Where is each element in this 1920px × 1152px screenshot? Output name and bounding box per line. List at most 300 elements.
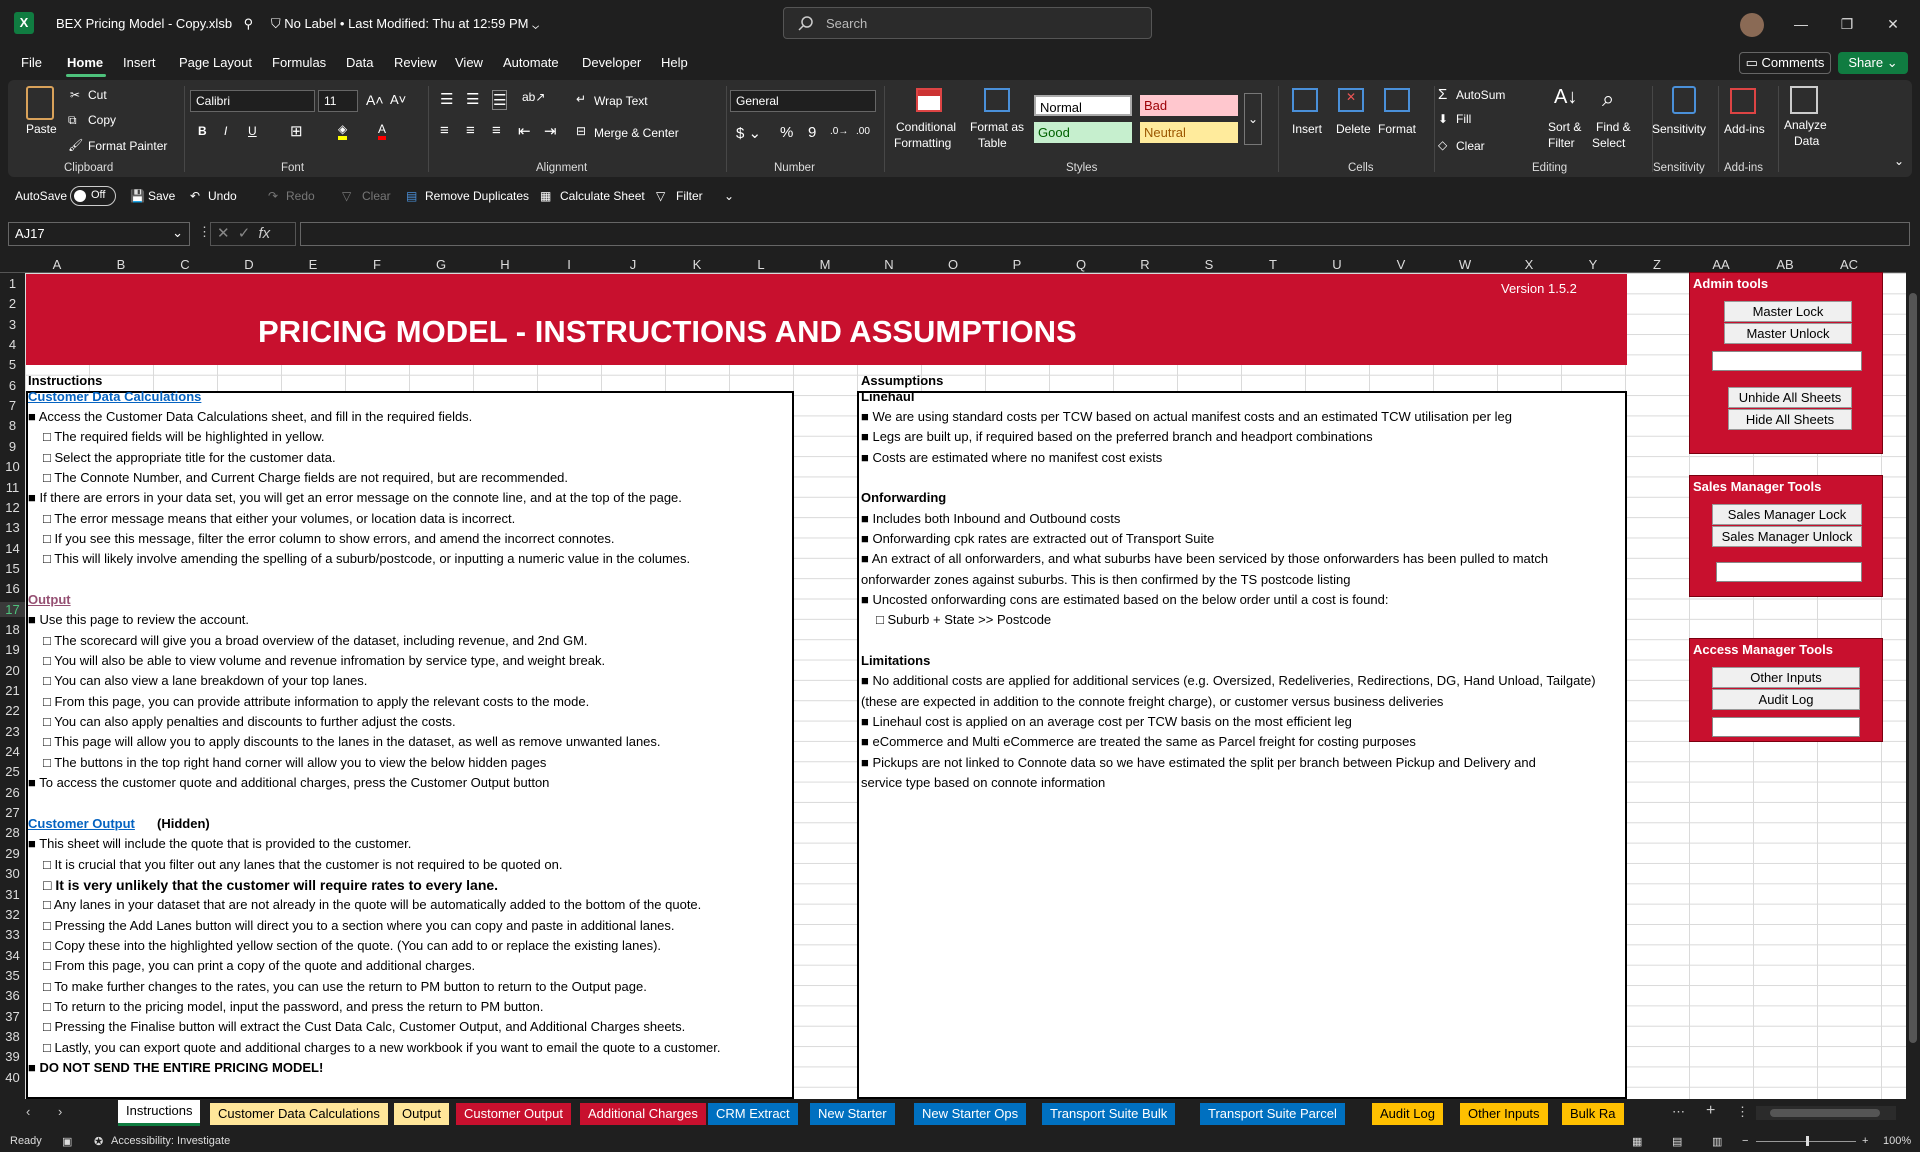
row-header[interactable]: 13: [5, 520, 20, 536]
style-bad[interactable]: [1140, 95, 1238, 116]
column-header[interactable]: AB: [1776, 257, 1794, 272]
styles-group-label: Styles: [1066, 162, 1098, 174]
column-header[interactable]: S: [1204, 257, 1214, 272]
ribbon-divider: [1778, 86, 1779, 172]
number-group-label: Number: [774, 162, 815, 174]
row-header[interactable]: 35: [5, 967, 20, 983]
add-ins-group-label: Add-ins: [1724, 162, 1763, 174]
analyze-data-icon: [1790, 86, 1818, 114]
instruction-line: □ You can also apply penalties and discounts to further adjust the costs.: [43, 714, 456, 729]
row-header[interactable]: 20: [5, 662, 20, 678]
copy-button[interactable]: Copy: [88, 113, 117, 127]
sales-password-input[interactable]: [1716, 562, 1862, 582]
instructions-header: Instructions: [28, 373, 103, 388]
sheet-tab[interactable]: Transport Suite Bulk: [1042, 1103, 1175, 1125]
paste-button[interactable]: Paste: [26, 122, 57, 136]
italic-button[interactable]: I: [224, 124, 228, 138]
enter-icon[interactable]: ✓: [237, 225, 251, 242]
minimize-button[interactable]: —: [1794, 16, 1808, 32]
hide-all-sheets-button[interactable]: Hide All Sheets: [1728, 409, 1852, 430]
share-label: Share: [1848, 55, 1884, 70]
tab-review[interactable]: Review: [394, 55, 437, 70]
row-header[interactable]: 3: [8, 316, 17, 332]
name-box-value: AJ17: [15, 226, 45, 241]
customize-qat-icon[interactable]: ⌄: [724, 189, 735, 203]
instruction-line: □ This page will allow you to apply discounts to the lanes in the dataset, as well as remove unwanted lanes.: [43, 734, 661, 749]
row-header[interactable]: 39: [5, 1049, 20, 1065]
filename: BEX Pricing Model - Copy.xlsb: [56, 16, 233, 31]
find-select-label-1[interactable]: Find &: [1596, 120, 1631, 134]
master-unlock-button[interactable]: Master Unlock: [1724, 323, 1852, 344]
tab-file[interactable]: File: [21, 55, 42, 70]
limitations-heading: Limitations: [861, 653, 931, 668]
instruction-line: ■ If there are errors in your data set, you will get an error message on the connote line, and at the top of the page.: [28, 490, 682, 505]
instruction-line: □ Pressing the Finalise button will extract the Cust Data Calc, Customer Output, and Additional Charges sheets.: [43, 1019, 686, 1034]
row-header[interactable]: 31: [5, 886, 20, 902]
clipboard-group-label: Clipboard: [64, 162, 114, 174]
instruction-line: □ From this page, you can print a copy of the quote and additional charges.: [43, 958, 476, 973]
fill-button[interactable]: Fill: [1456, 112, 1472, 126]
column-header[interactable]: I: [567, 257, 571, 272]
row-header[interactable]: 2: [8, 296, 17, 312]
decrease-font-button[interactable]: A˅: [390, 92, 407, 107]
align-right-icon[interactable]: ≡: [492, 122, 501, 139]
horizontal-scrollbar[interactable]: [1756, 1106, 1896, 1120]
number-format-select[interactable]: [730, 90, 876, 112]
shield-icon: ⛉: [270, 16, 281, 31]
delete-cells-button[interactable]: Delete: [1336, 122, 1371, 136]
row-header[interactable]: 7: [8, 398, 17, 414]
font-name-select[interactable]: [190, 90, 315, 112]
conditional-formatting-icon: [916, 88, 942, 112]
copy-icon: ⧉: [68, 113, 77, 127]
add-sheet-icon[interactable]: +: [1706, 1102, 1716, 1119]
instruction-line: □ Any lanes in your dataset that are not already in the quote will be automatically added to the bottom of the quote.: [43, 897, 702, 912]
audit-log-button[interactable]: Audit Log: [1712, 689, 1860, 710]
instruction-line: □ The Connote Number, and Current Charge fields are not required, but are recommended.: [43, 470, 569, 485]
column-headers: [0, 253, 1906, 273]
align-top-icon[interactable]: ☰: [440, 91, 454, 108]
ribbon-divider: [726, 86, 727, 172]
last-modified[interactable]: Last Modified: Thu at 12:59 PM: [348, 16, 529, 31]
clear-filter-icon: ▽: [342, 189, 352, 203]
more-options-icon[interactable]: ⋮: [198, 224, 211, 239]
wrap-text-icon: ↵: [576, 92, 587, 106]
row-header[interactable]: 1: [8, 276, 17, 291]
column-header[interactable]: Q: [1075, 257, 1087, 272]
column-header[interactable]: B: [116, 257, 126, 272]
column-header[interactable]: M: [819, 257, 831, 272]
row-header[interactable]: 18: [5, 621, 20, 637]
next-sheet-icon[interactable]: ›: [58, 1104, 63, 1119]
scroll-thumb[interactable]: [1909, 293, 1917, 1043]
tab-home[interactable]: Home: [67, 55, 104, 70]
row-header[interactable]: 37: [5, 1008, 20, 1024]
accessibility-status[interactable]: Accessibility: Investigate: [111, 1135, 231, 1147]
formula-input[interactable]: [300, 222, 1910, 246]
row-header[interactable]: 12: [5, 499, 20, 515]
row-header[interactable]: 8: [8, 418, 17, 434]
prev-sheet-icon[interactable]: ‹: [26, 1104, 31, 1119]
autosum-icon: Σ: [1438, 86, 1448, 103]
ribbon-divider: [884, 86, 885, 172]
avatar[interactable]: [1740, 13, 1764, 37]
column-header[interactable]: H: [500, 257, 510, 272]
other-inputs-button[interactable]: Other Inputs: [1712, 667, 1860, 688]
separator-dot: •: [339, 16, 349, 31]
cut-button[interactable]: Cut: [88, 88, 107, 102]
column-header[interactable]: C: [180, 257, 190, 272]
style-good-label: Good: [1038, 125, 1070, 140]
merge-center-button[interactable]: Merge & Center: [594, 126, 679, 140]
autosave-toggle[interactable]: [70, 186, 116, 206]
column-header[interactable]: K: [692, 257, 702, 272]
percent-icon[interactable]: %: [780, 124, 794, 141]
sales-manager-lock-button[interactable]: Sales Manager Lock: [1712, 504, 1862, 525]
page-layout-icon[interactable]: ▤: [1672, 1136, 1683, 1148]
restore-button[interactable]: ❐: [1840, 16, 1854, 32]
undo-button[interactable]: Undo: [208, 189, 237, 203]
align-middle-icon[interactable]: ☰: [466, 91, 480, 108]
wrap-text-button[interactable]: Wrap Text: [594, 94, 648, 108]
instruction-line: □ From this page, you can provide attribute information to apply the relevant costs to the mode.: [43, 694, 590, 709]
row-header[interactable]: 28: [5, 825, 20, 841]
close-button[interactable]: ✕: [1887, 16, 1899, 32]
conditional-formatting-label-2[interactable]: Formatting: [894, 136, 952, 150]
clear-filter-button[interactable]: Clear: [362, 189, 391, 203]
normal-view-icon[interactable]: ▦: [1632, 1136, 1643, 1148]
column-header[interactable]: J: [629, 257, 637, 272]
font-color-button[interactable]: A: [378, 122, 386, 140]
zoom-out-icon[interactable]: −: [1742, 1135, 1749, 1147]
remove-duplicates-button[interactable]: Remove Duplicates: [425, 189, 530, 203]
sheet-tab[interactable]: Transport Suite Parcel: [1200, 1103, 1345, 1125]
assumption-line: ■ Linehaul cost is applied on an average cost per TCW basis on the most efficient leg: [861, 714, 1352, 729]
zoom-thumb[interactable]: [1806, 1136, 1809, 1146]
h-scroll-thumb[interactable]: [1770, 1109, 1880, 1117]
underline-button[interactable]: U: [248, 124, 257, 138]
row-header[interactable]: 22: [5, 703, 20, 719]
align-center-icon[interactable]: ≡: [466, 122, 475, 139]
column-header[interactable]: P: [1012, 257, 1022, 272]
admin-password-input[interactable]: [1712, 351, 1862, 371]
row-header[interactable]: 29: [5, 845, 20, 861]
assumption-line: ■ Onforwarding cpk rates are extracted out of Transport Suite: [861, 531, 1215, 546]
version-label: Version 1.5.2: [1501, 281, 1577, 296]
column-header[interactable]: T: [1269, 257, 1277, 272]
orientation-icon[interactable]: ab↗: [522, 90, 546, 104]
row-header[interactable]: 27: [5, 805, 20, 821]
tab-developer[interactable]: Developer: [582, 55, 642, 70]
share-button[interactable]: Share ⌄: [1838, 52, 1908, 74]
name-box[interactable]: [8, 222, 190, 246]
analyze-data-label-2[interactable]: Data: [1794, 134, 1820, 148]
styles-expand-button[interactable]: ⌄: [1244, 93, 1262, 145]
instruction-line: □ The scorecard will give you a broad overview of the dataset, including revenue, and 2nd GM.: [43, 633, 588, 648]
row-header[interactable]: 32: [5, 906, 20, 922]
sheet-tab[interactable]: Customer Output: [456, 1103, 571, 1125]
sheet-tab[interactable]: Additional Charges: [580, 1103, 706, 1125]
instruction-line: □ You can also view a lane breakdown of your top lanes.: [43, 673, 368, 688]
save-button[interactable]: Save: [148, 189, 176, 203]
insert-cells-button[interactable]: Insert: [1292, 122, 1323, 136]
font-group-label: Font: [281, 162, 305, 174]
row-header[interactable]: 38: [5, 1028, 20, 1044]
style-normal-label: Normal: [1040, 100, 1082, 115]
row-header[interactable]: 33: [5, 927, 20, 943]
instruction-line: □ Pressing the Add Lanes button will direct you to a section where you can copy and paste in additional lanes.: [43, 918, 675, 933]
hidden-note: (Hidden): [157, 816, 210, 831]
column-header[interactable]: F: [373, 257, 381, 272]
ribbon-divider: [428, 86, 429, 172]
tab-insert[interactable]: Insert: [123, 55, 156, 70]
sheet-tab[interactable]: Output: [394, 1103, 449, 1125]
ribbon: [8, 80, 1912, 177]
row-header[interactable]: 17: [0, 602, 25, 617]
sensitivity-icon: [1672, 86, 1696, 114]
assumption-line: □ Suburb + State >> Postcode: [876, 612, 1052, 627]
function-icon[interactable]: fx: [258, 225, 271, 242]
row-header[interactable]: 40: [5, 1069, 20, 1085]
chevron-down-icon: ⌄: [532, 16, 540, 31]
calculate-sheet-button[interactable]: Calculate Sheet: [560, 189, 645, 203]
row-header[interactable]: 34: [5, 947, 20, 963]
assumption-line: ■ Pickups are not linked to Connote data so we have estimated the split per branch between Pickup and Delivery and: [861, 755, 1536, 770]
comma-icon[interactable]: 9: [808, 124, 817, 141]
sort-filter-label-1[interactable]: Sort &: [1548, 120, 1582, 134]
row-header[interactable]: 30: [5, 866, 20, 882]
paste-icon: [26, 86, 54, 120]
column-header[interactable]: U: [1332, 257, 1342, 272]
style-good[interactable]: [1034, 122, 1132, 143]
align-left-icon[interactable]: ≡: [440, 122, 449, 139]
format-cells-button[interactable]: Format: [1378, 122, 1417, 136]
instruction-line-emphasis: □ It is very unlikely that the customer will require rates to every lane.: [43, 877, 499, 893]
currency-icon[interactable]: $ ⌄: [736, 125, 762, 142]
column-header[interactable]: N: [884, 257, 894, 272]
column-header[interactable]: Y: [1588, 257, 1598, 272]
column-header[interactable]: X: [1524, 257, 1534, 272]
find-select-icon: ⌕: [1602, 86, 1615, 111]
more-sheets-icon[interactable]: ⋯: [1672, 1104, 1685, 1119]
format-painter-icon: 🖌: [68, 138, 84, 152]
decrease-indent-icon[interactable]: ⇤: [518, 123, 531, 140]
active-tab-indicator: [66, 74, 106, 77]
borders-button[interactable]: ⊞: [290, 123, 303, 140]
filter-button[interactable]: Filter: [676, 189, 703, 203]
add-ins-button[interactable]: Add-ins: [1724, 122, 1765, 136]
column-header[interactable]: O: [947, 257, 959, 272]
macro-icon[interactable]: ▣: [62, 1136, 73, 1148]
column-header[interactable]: V: [1396, 257, 1406, 272]
autosum-button[interactable]: AutoSum: [1456, 88, 1506, 102]
row-header[interactable]: 36: [5, 988, 20, 1004]
column-header[interactable]: AC: [1839, 257, 1859, 272]
instruction-line: □ This will likely involve amending the spelling of a suburb/postcode, or inputting a numeric value in the columes.: [43, 551, 691, 566]
vertical-scrollbar[interactable]: [1906, 253, 1920, 1099]
row-header[interactable]: 16: [5, 581, 20, 597]
tab-formulas[interactable]: Formulas: [272, 55, 327, 70]
sales-manager-title: Sales Manager Tools: [1693, 479, 1822, 494]
format-painter-button[interactable]: Format Painter: [88, 139, 168, 153]
collapse-ribbon-icon[interactable]: ⌄: [1894, 154, 1905, 168]
row-header[interactable]: 9: [8, 438, 17, 454]
add-ins-icon: [1730, 88, 1756, 114]
instruction-line: ■ This sheet will include the quote that is provided to the customer.: [28, 836, 412, 851]
sort-filter-icon: A↓: [1554, 86, 1578, 108]
column-header[interactable]: D: [244, 257, 254, 272]
customer-output-link[interactable]: Customer Output: [28, 816, 135, 831]
instruction-line: □ You will also be able to view volume and revenue infromation by service type, and weight break.: [43, 653, 606, 668]
tab-automate[interactable]: Automate: [503, 55, 559, 70]
zoom-in-icon[interactable]: +: [1862, 1135, 1869, 1147]
row-header[interactable]: 14: [5, 540, 20, 556]
column-header[interactable]: G: [435, 257, 447, 272]
bold-button[interactable]: B: [198, 124, 207, 138]
autosave-state: Off: [91, 189, 106, 201]
ribbon-divider: [1718, 86, 1719, 172]
assumption-line: onforwarder zones against suburbs. This is then confirmed by the TS postcode listing: [861, 572, 1351, 587]
assumption-line: ■ No additional costs are applied for additional services (e.g. Oversized, Redeliveries, Redirections, DG, Hand Unload, Tailgate): [861, 673, 1596, 688]
sort-filter-label-2[interactable]: Filter: [1548, 136, 1575, 150]
linehaul-heading: Linehaul: [861, 389, 915, 404]
analyze-data-label-1[interactable]: Analyze: [1784, 118, 1827, 132]
row-header[interactable]: 25: [5, 764, 20, 780]
style-bad-label: Bad: [1144, 98, 1168, 113]
ribbon-divider: [184, 86, 185, 172]
instruction-line: □ Lastly, you can export quote and additional charges to a new workbook if you want to email the quote to a customer.: [43, 1040, 721, 1055]
column-header[interactable]: AA: [1712, 257, 1730, 272]
clear-button[interactable]: Clear: [1456, 139, 1485, 153]
cut-icon: ✂: [70, 88, 81, 102]
unhide-all-sheets-button[interactable]: Unhide All Sheets: [1728, 387, 1852, 408]
increase-indent-icon[interactable]: ⇥: [544, 123, 557, 140]
master-lock-button[interactable]: Master Lock: [1724, 301, 1852, 322]
row-header[interactable]: 15: [5, 560, 20, 576]
calculate-sheet-icon: ▦: [540, 189, 552, 203]
row-header[interactable]: 26: [5, 784, 20, 800]
instruction-line: □ Select the appropriate title for the customer data.: [43, 450, 336, 465]
tab-data[interactable]: Data: [346, 55, 374, 70]
access-manager-title: Access Manager Tools: [1693, 642, 1833, 657]
user-icon: ⚲: [243, 16, 254, 31]
format-table-icon: [984, 88, 1010, 112]
fill-color-button[interactable]: ◈: [338, 122, 347, 140]
zoom-level[interactable]: 100%: [1883, 1135, 1912, 1147]
row-header[interactable]: 10: [5, 459, 20, 475]
redo-button[interactable]: Redo: [286, 189, 315, 203]
sheet-tab[interactable]: Instructions: [118, 1100, 200, 1126]
assumption-line: ■ Uncosted onforwarding cons are estimated based on the below order until a cost is found:: [861, 592, 1389, 607]
document-title[interactable]: [56, 16, 539, 32]
row-header[interactable]: 6: [8, 377, 17, 393]
page-break-icon[interactable]: ▥: [1712, 1136, 1723, 1148]
assumptions-header: Assumptions: [861, 373, 944, 388]
column-header[interactable]: A: [52, 257, 62, 272]
assumption-line: ■ Costs are estimated where no manifest cost exists: [861, 450, 1163, 465]
column-header[interactable]: E: [308, 257, 318, 272]
font-size-value: 11: [324, 94, 337, 108]
sheet-tab[interactable]: Other Inputs: [1460, 1103, 1548, 1125]
sheet-tab[interactable]: Audit Log: [1372, 1103, 1443, 1125]
format-table-label-2[interactable]: Table: [978, 136, 1007, 150]
row-header[interactable]: 5: [8, 357, 17, 373]
row-header[interactable]: 19: [5, 642, 20, 658]
instruction-line: □ The buttons in the top right hand corner will allow you to view the below hidden pages: [43, 755, 547, 770]
status-ready: Ready: [10, 1135, 42, 1147]
column-header[interactable]: W: [1458, 257, 1472, 272]
search-input[interactable]: [783, 7, 1152, 39]
row-header[interactable]: 24: [5, 744, 20, 760]
more-options-icon[interactable]: ⋮: [1736, 1104, 1749, 1119]
row-header[interactable]: 11: [5, 479, 20, 495]
style-neutral[interactable]: [1140, 122, 1238, 143]
filter-icon: ▽: [656, 189, 666, 203]
admin-tools-title: Admin tools: [1693, 276, 1769, 291]
increase-decimal-icon[interactable]: .0→: [830, 126, 849, 137]
tab-help[interactable]: Help: [661, 55, 688, 70]
assumption-line: service type based on connote information: [861, 775, 1106, 790]
alignment-group-label: Alignment: [536, 162, 588, 174]
format-table-label-1[interactable]: Format as: [970, 120, 1025, 134]
editing-group-label: Editing: [1532, 162, 1568, 174]
column-header[interactable]: L: [757, 257, 765, 272]
sheet-tab[interactable]: New Starter: [810, 1103, 895, 1125]
sales-manager-unlock-button[interactable]: Sales Manager Unlock: [1712, 526, 1862, 547]
admin-tools-panel: [1689, 272, 1883, 454]
merge-icon: ⊟: [576, 124, 587, 138]
assumption-line: (these are expected in addition to the connote freight charge), or customer versus business deliveries: [861, 694, 1444, 709]
sheet-tab[interactable]: Customer Data Calculations: [210, 1103, 388, 1125]
font-size-select[interactable]: [318, 90, 358, 112]
align-bottom-icon[interactable]: ☰: [493, 92, 507, 109]
onforwarding-heading: Onforwarding: [861, 490, 947, 505]
sheet-tab[interactable]: New Starter Ops: [914, 1103, 1026, 1125]
output-link[interactable]: Output: [28, 592, 71, 607]
row-header[interactable]: 4: [8, 337, 17, 353]
comment-icon: ▭: [1745, 55, 1762, 70]
comments-label: Comments: [1761, 55, 1825, 70]
increase-font-button[interactable]: A˄: [366, 92, 384, 108]
row-header[interactable]: 23: [5, 723, 20, 739]
comments-button[interactable]: [1739, 52, 1831, 74]
toggle-knob: [74, 190, 86, 202]
column-header[interactable]: Z: [1653, 257, 1661, 272]
instruction-line: □ The required fields will be highlighted in yellow.: [43, 429, 325, 444]
sensitivity-label[interactable]: No Label: [284, 16, 337, 31]
access-password-input[interactable]: [1712, 717, 1860, 737]
assumption-line: ■ eCommerce and Multi eCommerce are treated the same as Parcel freight for costing purposes: [861, 734, 1416, 749]
column-header[interactable]: R: [1140, 257, 1150, 272]
decrease-decimal-icon[interactable]: .00: [856, 126, 870, 137]
sensitivity-button[interactable]: Sensitivity: [1652, 122, 1707, 136]
cancel-icon[interactable]: ✕: [217, 225, 230, 242]
find-select-label-2[interactable]: Select: [1592, 136, 1626, 150]
tab-view[interactable]: View: [455, 55, 483, 70]
style-normal[interactable]: [1034, 95, 1132, 116]
conditional-formatting-label-1[interactable]: Conditional: [896, 120, 957, 134]
tab-page-layout[interactable]: Page Layout: [179, 55, 253, 70]
row-header[interactable]: 21: [5, 683, 20, 698]
row-headers: [0, 273, 25, 1099]
assumption-line: ■ Legs are built up, if required based on the preferred branch and headport combinations: [861, 429, 1373, 444]
customer-data-calc-link[interactable]: Customer Data Calculations: [28, 389, 202, 404]
chevron-down-icon: ⌄: [172, 225, 183, 240]
remove-duplicates-icon: ▤: [406, 189, 418, 203]
sheet-tab[interactable]: CRM Extract: [708, 1103, 798, 1125]
formula-buttons: [210, 222, 296, 246]
sheet-tab[interactable]: Bulk Ra: [1562, 1103, 1624, 1125]
